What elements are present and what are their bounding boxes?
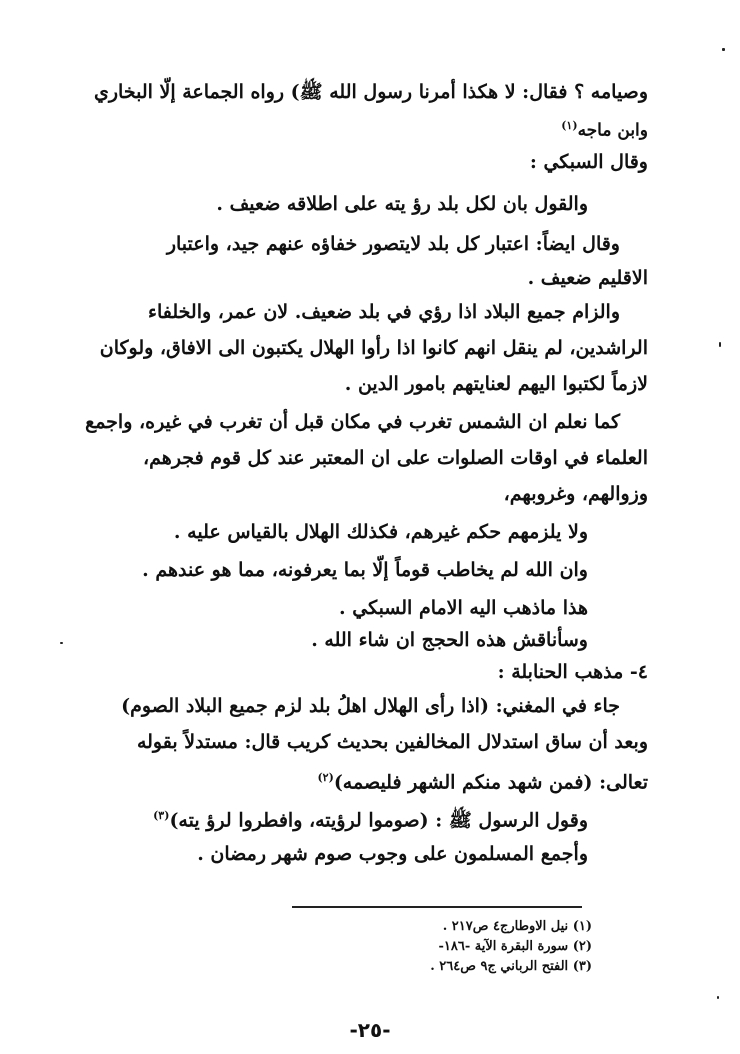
text-line [345, 370, 648, 398]
line-text: وقال السبكي : [529, 151, 648, 173]
text-line [94, 78, 648, 106]
scan-speck [717, 996, 719, 999]
text-line [143, 444, 648, 472]
text-line [216, 190, 588, 218]
text-line [528, 264, 648, 292]
text-line [174, 518, 588, 546]
line-text: وصيامه ؟ فقال: لا هكذا أمرنا رسول الله ﷺ) رواه الجماعة إلّا البخاري [93, 81, 648, 103]
line-text: العلماء في اوقات الصلوات على ان المعتبر عند كل قوم فجرهم، [143, 447, 648, 469]
line-text: ٤- مذهب الحنابلة : [497, 661, 648, 683]
text-line [561, 112, 648, 145]
text-line [121, 692, 620, 720]
text-line [148, 298, 620, 326]
text-line [339, 594, 588, 622]
text-line [311, 626, 588, 654]
footnote-divider [292, 906, 582, 908]
text-line [317, 764, 648, 796]
footnote-marker: (١) [561, 119, 578, 132]
line-text: لازماً لكتبوا اليهم لعنايتهم بامور الدين . [344, 373, 648, 395]
footnote-line: (٢) سورة البقرة الآية -١٨٦- [438, 939, 592, 954]
footnote-marker: (٢) [317, 771, 334, 784]
line-text: والقول بان لكل بلد رؤ يته على اطلاقه ضعيف . [216, 193, 588, 215]
line-text: وقال ايضاً: اعتبار كل بلد لايتصور خفاؤه عنهم جيد، واعتبار [166, 233, 620, 255]
line-text: وزوالهم، وغروبهم، [503, 483, 648, 505]
footnote-line: (٣) الفتح الرباني ج٩ ص٢٦٤ . [430, 959, 592, 974]
footnote-line: (١) نيل الاوطارج٤ ص٢١٧ . [442, 919, 592, 934]
line-text: وقول الرسول ﷺ : (صوموا لرؤيته، وافطروا لرؤ يته) [169, 809, 588, 832]
line-text: وسأناقش هذه الحجج ان شاء الله . [311, 629, 588, 651]
text-line [167, 230, 620, 258]
line-text: والزام جميع البلاد اذا رؤي في بلد ضعيف. لان عمر، والخلفاء [148, 301, 620, 323]
footnote-marker: (٣) [153, 809, 170, 822]
scan-speck [722, 48, 725, 51]
line-text: وأجمع المسلمون على وجوب صوم شهر رمضان . [197, 843, 588, 865]
line-text: الراشدين، لم ينقل انهم كانوا اذا رأوا الهلال يكتبون الى الافاق، ولوكان [99, 337, 648, 359]
line-text: ولا يلزمهم حكم غيرهم، فكذلك الهلال بالقياس عليه . [173, 521, 588, 543]
scan-speck [60, 642, 63, 644]
text-line [197, 840, 588, 868]
text-line [153, 802, 588, 834]
text-line [530, 148, 648, 176]
line-text: الاقليم ضعيف . [527, 267, 648, 289]
line-text: وبعد أن ساق استدلال المخالفين بحديث كريب قال: مستدلاً بقوله [136, 731, 648, 753]
line-text: تعالى: (فمن شهد منكم الشهر فليصمه) [333, 771, 648, 794]
line-text: هذا ماذهب اليه الامام السبكي . [339, 597, 588, 619]
line-text: وان الله لم يخاطب قوماً إلّا بما يعرفونه، مما هو عندهم . [142, 559, 588, 581]
scan-speck [719, 342, 721, 347]
text-line [142, 556, 588, 584]
line-text: كما نعلم ان الشمس تغرب في مكان قبل أن تغرب في غيره، واجمع [85, 411, 620, 433]
line-text: وابن ماجه [577, 120, 648, 141]
line-text: جاء في المغني: (اذا رأى الهلال اهلُ بلد لزم جميع البلاد الصوم) [121, 695, 620, 717]
text-line [100, 334, 648, 362]
page-number: -٢٥- [349, 1018, 391, 1042]
text-line [504, 480, 648, 508]
text-line [85, 408, 620, 436]
text-line [137, 728, 648, 756]
text-line [498, 658, 648, 686]
